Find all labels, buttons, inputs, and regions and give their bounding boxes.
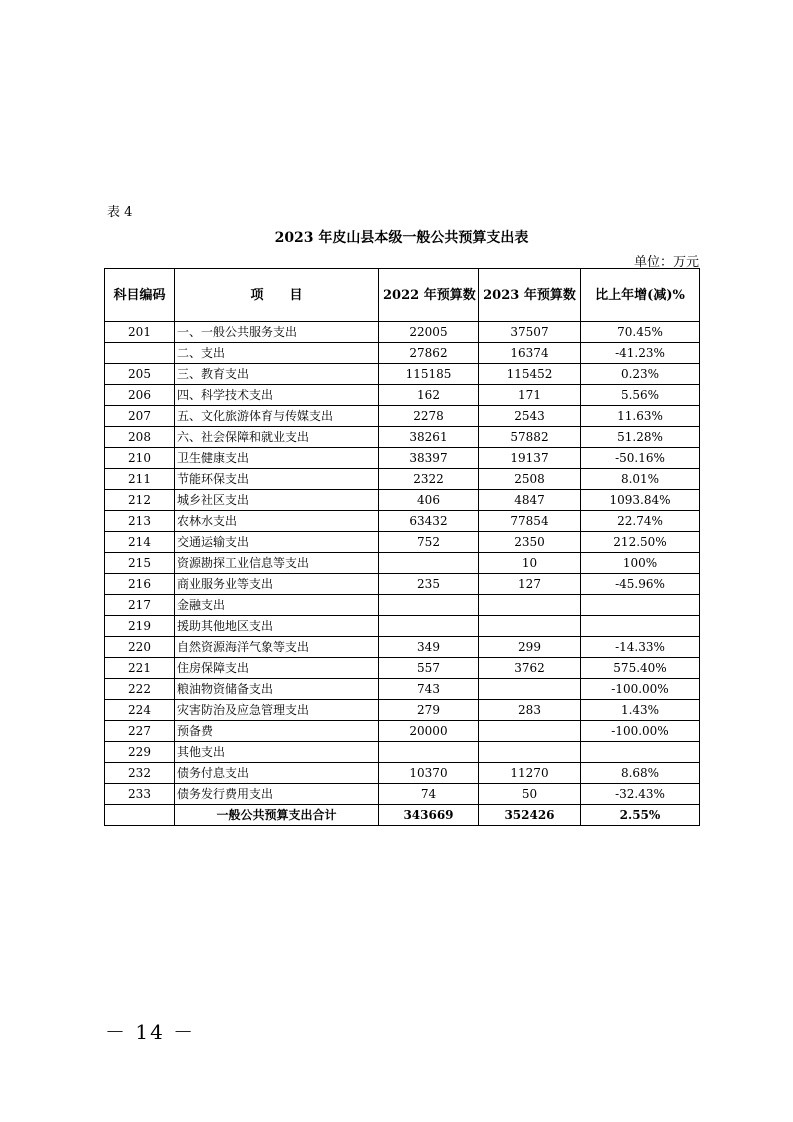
table-row: [105, 763, 700, 784]
table-row: [105, 532, 700, 553]
cell-code: 217: [105, 595, 175, 616]
table-row: [105, 343, 700, 364]
cell-item: 援助其他地区支出: [175, 616, 379, 637]
cell-change: -100.00%: [581, 679, 700, 700]
cell-change: 8.68%: [581, 763, 700, 784]
cell-budget-2023: 77854: [479, 511, 581, 532]
cell-change: -50.16%: [581, 448, 700, 469]
cell-code: 214: [105, 532, 175, 553]
cell-budget-2023: 299: [479, 637, 581, 658]
cell-budget-2023: 2508: [479, 469, 581, 490]
cell-budget-2023: 10: [479, 553, 581, 574]
total-budget-2022: 343669: [379, 805, 479, 826]
cell-budget-2023: 16374: [479, 343, 581, 364]
table-row: [105, 490, 700, 511]
cell-item: 二、支出: [175, 343, 379, 364]
cell-budget-2022: 38261: [379, 427, 479, 448]
cell-item: 预备费: [175, 721, 379, 742]
cell-budget-2022: 74: [379, 784, 479, 805]
total-code: [105, 805, 175, 826]
cell-code: 213: [105, 511, 175, 532]
cell-budget-2022: [379, 742, 479, 763]
cell-budget-2022: 235: [379, 574, 479, 595]
table-row: [105, 406, 700, 427]
cell-item: 住房保障支出: [175, 658, 379, 679]
cell-budget-2022: 22005: [379, 322, 479, 343]
cell-budget-2022: 752: [379, 532, 479, 553]
cell-code: 221: [105, 658, 175, 679]
cell-change: [581, 595, 700, 616]
cell-budget-2023: [479, 742, 581, 763]
cell-budget-2023: 115452: [479, 364, 581, 385]
cell-budget-2023: 2543: [479, 406, 581, 427]
total-label: 一般公共预算支出合计: [175, 805, 379, 826]
cell-change: 51.28%: [581, 427, 700, 448]
table-row: [105, 469, 700, 490]
cell-code: 211: [105, 469, 175, 490]
total-budget-2023: 352426: [479, 805, 581, 826]
table-header-row: [105, 269, 700, 322]
cell-change: 1.43%: [581, 700, 700, 721]
table-row: [105, 553, 700, 574]
cell-item: 四、科学技术支出: [175, 385, 379, 406]
cell-code: 210: [105, 448, 175, 469]
cell-item: 债务付息支出: [175, 763, 379, 784]
cell-code: 212: [105, 490, 175, 511]
cell-code: 207: [105, 406, 175, 427]
cell-budget-2023: 127: [479, 574, 581, 595]
cell-item: 农林水支出: [175, 511, 379, 532]
cell-item: 商业服务业等支出: [175, 574, 379, 595]
cell-budget-2023: [479, 595, 581, 616]
table-row: [105, 721, 700, 742]
cell-budget-2022: 743: [379, 679, 479, 700]
table-row: [105, 616, 700, 637]
cell-budget-2022: 63432: [379, 511, 479, 532]
header-budget-2022: 2022 年预算数: [379, 269, 479, 322]
header-code: 科目编码: [105, 269, 175, 322]
header-change: 比上年增(减)%: [581, 269, 700, 322]
cell-change: -100.00%: [581, 721, 700, 742]
cell-change: 8.01%: [581, 469, 700, 490]
cell-budget-2022: 38397: [379, 448, 479, 469]
cell-budget-2023: [479, 616, 581, 637]
cell-change: 70.45%: [581, 322, 700, 343]
cell-budget-2022: 279: [379, 700, 479, 721]
cell-budget-2022: 349: [379, 637, 479, 658]
header-budget-2023: 2023 年预算数: [479, 269, 581, 322]
cell-change: -45.96%: [581, 574, 700, 595]
cell-code: 208: [105, 427, 175, 448]
cell-change: [581, 742, 700, 763]
cell-item: 一、一般公共服务支出: [175, 322, 379, 343]
cell-code: 201: [105, 322, 175, 343]
cell-budget-2022: 115185: [379, 364, 479, 385]
cell-item: 三、教育支出: [175, 364, 379, 385]
cell-budget-2023: 171: [479, 385, 581, 406]
cell-change: 0.23%: [581, 364, 700, 385]
cell-item: 金融支出: [175, 595, 379, 616]
cell-code: 219: [105, 616, 175, 637]
cell-change: -41.23%: [581, 343, 700, 364]
cell-change: -14.33%: [581, 637, 700, 658]
table-row: [105, 658, 700, 679]
unit-label: 单位：万元: [633, 255, 699, 270]
cell-code: [105, 343, 175, 364]
cell-budget-2023: [479, 679, 581, 700]
cell-code: 222: [105, 679, 175, 700]
table-row: [105, 322, 700, 343]
cell-change: 5.56%: [581, 385, 700, 406]
table-row: [105, 385, 700, 406]
cell-budget-2022: 10370: [379, 763, 479, 784]
table-row: [105, 700, 700, 721]
table-row: [105, 742, 700, 763]
cell-budget-2022: [379, 553, 479, 574]
cell-budget-2022: 20000: [379, 721, 479, 742]
cell-budget-2022: 27862: [379, 343, 479, 364]
cell-change: 22.74%: [581, 511, 700, 532]
cell-code: 216: [105, 574, 175, 595]
cell-budget-2022: 162: [379, 385, 479, 406]
cell-budget-2023: 11270: [479, 763, 581, 784]
cell-budget-2023: 283: [479, 700, 581, 721]
cell-change: -32.43%: [581, 784, 700, 805]
cell-item: 其他支出: [175, 742, 379, 763]
cell-budget-2022: 2278: [379, 406, 479, 427]
cell-code: 205: [105, 364, 175, 385]
table-row: [105, 574, 700, 595]
cell-item: 粮油物资储备支出: [175, 679, 379, 700]
cell-budget-2023: 37507: [479, 322, 581, 343]
table-row: [105, 784, 700, 805]
cell-change: 1093.84%: [581, 490, 700, 511]
budget-table: [104, 268, 700, 826]
cell-item: 城乡社区支出: [175, 490, 379, 511]
cell-item: 交通运输支出: [175, 532, 379, 553]
table-row: [105, 511, 700, 532]
cell-code: 227: [105, 721, 175, 742]
cell-item: 自然资源海洋气象等支出: [175, 637, 379, 658]
cell-item: 灾害防治及应急管理支出: [175, 700, 379, 721]
cell-item: 五、文化旅游体育与传媒支出: [175, 406, 379, 427]
cell-item: 卫生健康支出: [175, 448, 379, 469]
cell-budget-2022: [379, 595, 479, 616]
cell-code: 232: [105, 763, 175, 784]
cell-budget-2023: 3762: [479, 658, 581, 679]
cell-change: 11.63%: [581, 406, 700, 427]
table-row: [105, 448, 700, 469]
cell-item: 资源勘探工业信息等支出: [175, 553, 379, 574]
cell-change: 100%: [581, 553, 700, 574]
page-number: － 14 －: [105, 1020, 196, 1044]
table-label: 表 4: [107, 205, 133, 220]
header-item: 项 目: [175, 269, 379, 322]
cell-budget-2023: 50: [479, 784, 581, 805]
table-row: [105, 679, 700, 700]
cell-budget-2023: 2350: [479, 532, 581, 553]
cell-budget-2022: 557: [379, 658, 479, 679]
total-change: 2.55%: [581, 805, 700, 826]
cell-budget-2022: 2322: [379, 469, 479, 490]
cell-code: 233: [105, 784, 175, 805]
cell-change: 575.40%: [581, 658, 700, 679]
total-row: [105, 805, 700, 826]
cell-change: 212.50%: [581, 532, 700, 553]
table-row: [105, 595, 700, 616]
cell-budget-2023: [479, 721, 581, 742]
cell-code: 224: [105, 700, 175, 721]
cell-budget-2023: 4847: [479, 490, 581, 511]
cell-code: 220: [105, 637, 175, 658]
cell-change: [581, 616, 700, 637]
table-row: [105, 637, 700, 658]
cell-code: 229: [105, 742, 175, 763]
cell-item: 节能环保支出: [175, 469, 379, 490]
cell-code: 206: [105, 385, 175, 406]
cell-budget-2023: 19137: [479, 448, 581, 469]
cell-budget-2022: 406: [379, 490, 479, 511]
cell-item: 六、社会保障和就业支出: [175, 427, 379, 448]
cell-code: 215: [105, 553, 175, 574]
page-title: 2023 年皮山县本级一般公共预算支出表: [274, 230, 529, 246]
cell-budget-2023: 57882: [479, 427, 581, 448]
cell-budget-2022: [379, 616, 479, 637]
cell-item: 债务发行费用支出: [175, 784, 379, 805]
table-row: [105, 427, 700, 448]
table-row: [105, 364, 700, 385]
